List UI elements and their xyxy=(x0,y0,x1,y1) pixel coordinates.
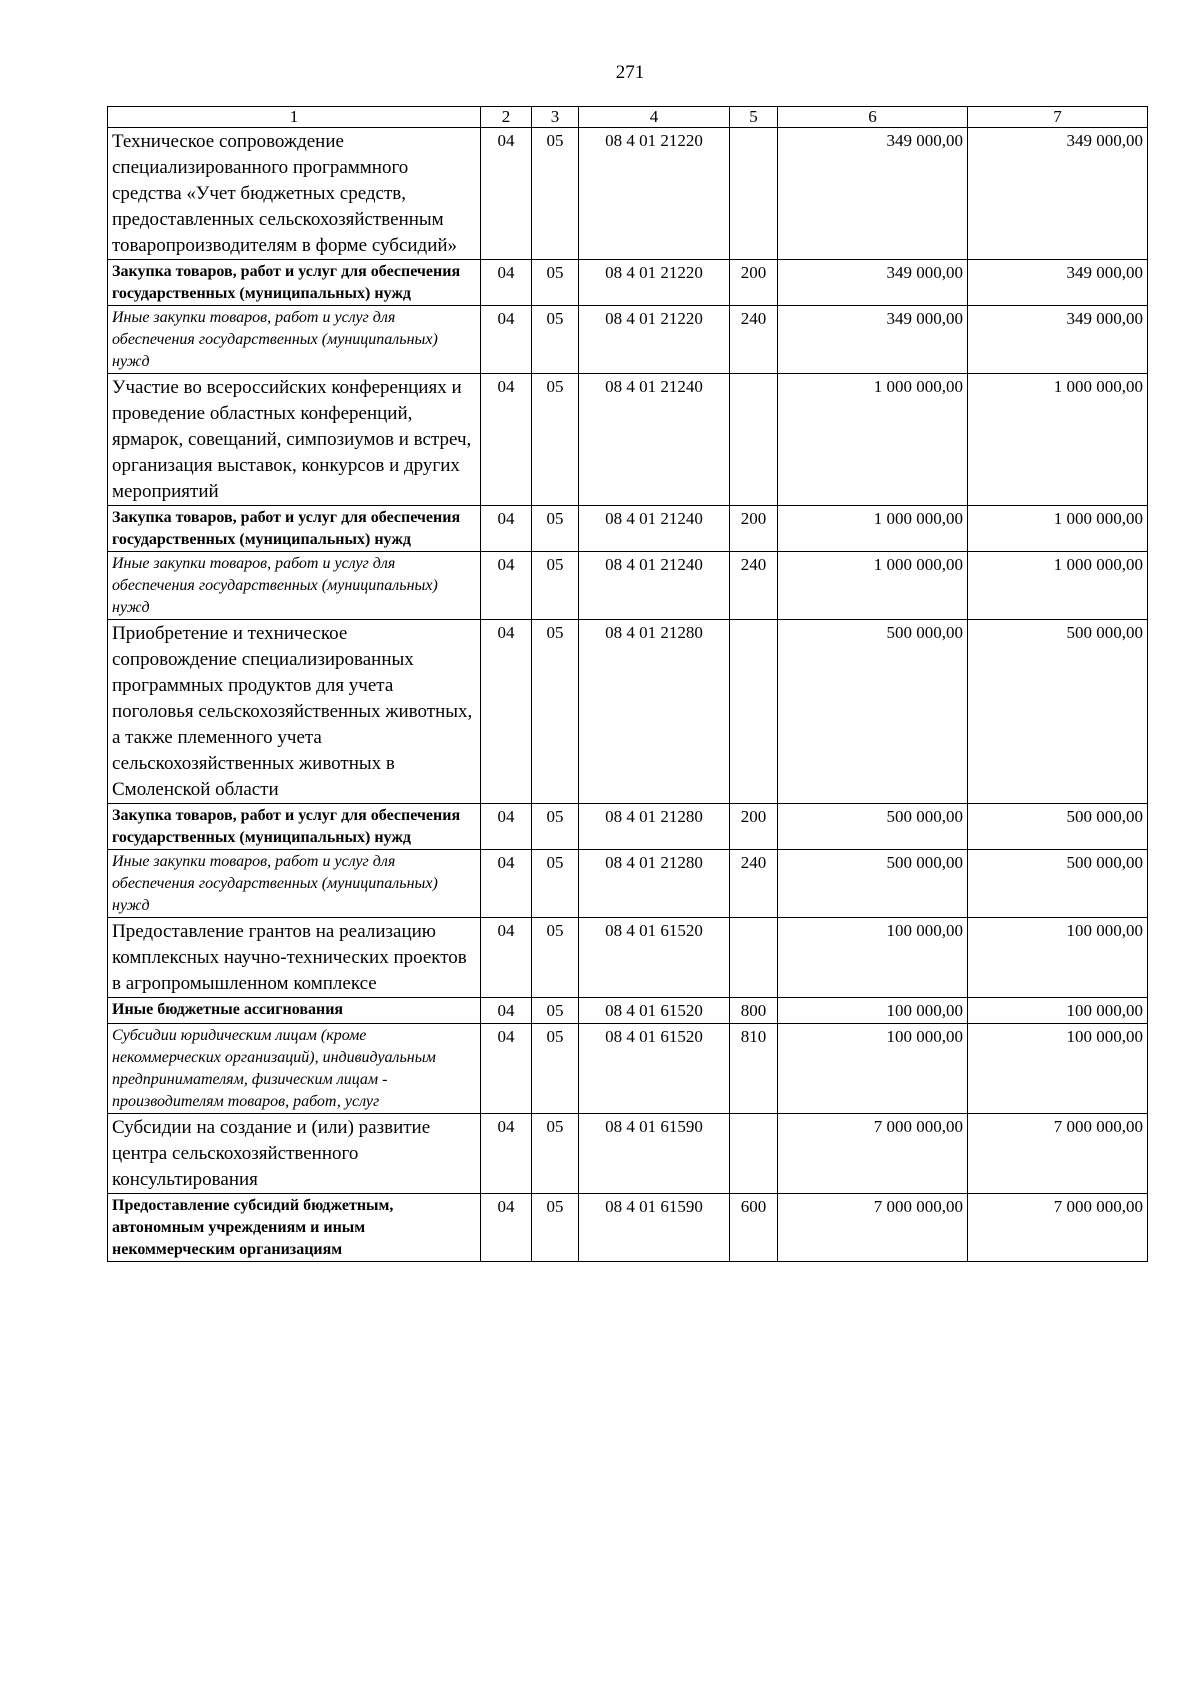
cell-amount-1: 500 000,00 xyxy=(778,620,968,804)
cell-name: Иные закупки товаров, работ и услуг для обеспечения государственных (муниципальных) нужд xyxy=(108,850,481,918)
table-row xyxy=(108,374,1148,506)
cell-name: Закупка товаров, работ и услуг для обеспечения государственных (муниципальных) нужд xyxy=(108,260,481,306)
cell-expense-type: 200 xyxy=(730,506,778,552)
cell-target-code: 08 4 01 61520 xyxy=(579,998,730,1024)
cell-section: 04 xyxy=(481,998,532,1024)
cell-section: 04 xyxy=(481,374,532,506)
cell-amount-1: 349 000,00 xyxy=(778,306,968,374)
column-header-2: 2 xyxy=(481,107,532,128)
column-header-5: 5 xyxy=(730,107,778,128)
cell-name: Субсидии на создание и (или) развитие центра сельскохозяйственного консультирования xyxy=(108,1114,481,1194)
table-row xyxy=(108,1114,1148,1194)
cell-subsection: 05 xyxy=(532,918,579,998)
cell-subsection: 05 xyxy=(532,998,579,1024)
column-header-3: 3 xyxy=(532,107,579,128)
cell-amount-2: 1 000 000,00 xyxy=(968,552,1148,620)
cell-subsection: 05 xyxy=(532,306,579,374)
page-number: 271 xyxy=(615,62,645,83)
cell-expense-type: 800 xyxy=(730,998,778,1024)
table-row xyxy=(108,128,1148,260)
cell-amount-1: 100 000,00 xyxy=(778,1024,968,1114)
cell-expense-type xyxy=(730,620,778,804)
cell-section: 04 xyxy=(481,306,532,374)
cell-name: Закупка товаров, работ и услуг для обеспечения государственных (муниципальных) нужд xyxy=(108,804,481,850)
cell-expense-type: 200 xyxy=(730,260,778,306)
cell-amount-2: 500 000,00 xyxy=(968,804,1148,850)
cell-target-code: 08 4 01 21280 xyxy=(579,620,730,804)
cell-name: Приобретение и техническое сопровождение специализированных программных продуктов для учета поголовья сельскохозяйственных животных, а также племенного учета сельскохозяйственных животных в Смоленской области xyxy=(108,620,481,804)
cell-expense-type: 240 xyxy=(730,306,778,374)
cell-subsection: 05 xyxy=(532,1024,579,1114)
cell-amount-1: 1 000 000,00 xyxy=(778,374,968,506)
table-row xyxy=(108,506,1148,552)
cell-amount-1: 7 000 000,00 xyxy=(778,1194,968,1262)
cell-amount-2: 7 000 000,00 xyxy=(968,1194,1148,1262)
cell-amount-1: 1 000 000,00 xyxy=(778,552,968,620)
cell-subsection: 05 xyxy=(532,552,579,620)
cell-subsection: 05 xyxy=(532,374,579,506)
cell-section: 04 xyxy=(481,918,532,998)
cell-expense-type xyxy=(730,1114,778,1194)
cell-amount-1: 7 000 000,00 xyxy=(778,1114,968,1194)
cell-target-code: 08 4 01 61520 xyxy=(579,1024,730,1114)
cell-section: 04 xyxy=(481,552,532,620)
cell-target-code: 08 4 01 61590 xyxy=(579,1194,730,1262)
cell-section: 04 xyxy=(481,620,532,804)
cell-section: 04 xyxy=(481,1024,532,1114)
cell-name: Участие во всероссийских конференциях и проведение областных конференций, ярмарок, совещаний, симпозиумов и встреч, организация выставок, конкурсов и других мероприятий xyxy=(108,374,481,506)
cell-subsection: 05 xyxy=(532,620,579,804)
column-header-6: 6 xyxy=(778,107,968,128)
cell-amount-2: 349 000,00 xyxy=(968,260,1148,306)
table-row xyxy=(108,620,1148,804)
cell-name: Иные закупки товаров, работ и услуг для обеспечения государственных (муниципальных) нужд xyxy=(108,552,481,620)
cell-subsection: 05 xyxy=(532,1114,579,1194)
cell-amount-2: 349 000,00 xyxy=(968,128,1148,260)
cell-name: Субсидии юридическим лицам (кроме некоммерческих организаций), индивидуальным предпринимателям, физическим лицам - производителям товаров, работ, услуг xyxy=(108,1024,481,1114)
cell-section: 04 xyxy=(481,1194,532,1262)
table-row xyxy=(108,306,1148,374)
budget-table xyxy=(107,106,1148,1262)
table-row xyxy=(108,804,1148,850)
cell-section: 04 xyxy=(481,804,532,850)
cell-expense-type: 200 xyxy=(730,804,778,850)
cell-subsection: 05 xyxy=(532,850,579,918)
cell-expense-type xyxy=(730,374,778,506)
table-row xyxy=(108,850,1148,918)
cell-expense-type: 600 xyxy=(730,1194,778,1262)
cell-amount-1: 100 000,00 xyxy=(778,998,968,1024)
cell-expense-type: 240 xyxy=(730,850,778,918)
column-header-1: 1 xyxy=(108,107,481,128)
table-row xyxy=(108,1194,1148,1262)
cell-name: Предоставление грантов на реализацию комплексных научно-технических проектов в агропромышленном комплексе xyxy=(108,918,481,998)
cell-target-code: 08 4 01 21240 xyxy=(579,552,730,620)
cell-subsection: 05 xyxy=(532,804,579,850)
cell-target-code: 08 4 01 21220 xyxy=(579,260,730,306)
cell-name: Иные закупки товаров, работ и услуг для обеспечения государственных (муниципальных) нужд xyxy=(108,306,481,374)
cell-target-code: 08 4 01 21280 xyxy=(579,850,730,918)
cell-amount-2: 349 000,00 xyxy=(968,306,1148,374)
cell-amount-2: 500 000,00 xyxy=(968,620,1148,804)
cell-amount-2: 500 000,00 xyxy=(968,850,1148,918)
cell-amount-1: 500 000,00 xyxy=(778,850,968,918)
table-row xyxy=(108,918,1148,998)
cell-amount-2: 100 000,00 xyxy=(968,1024,1148,1114)
cell-expense-type: 240 xyxy=(730,552,778,620)
cell-subsection: 05 xyxy=(532,128,579,260)
cell-expense-type: 810 xyxy=(730,1024,778,1114)
cell-target-code: 08 4 01 21240 xyxy=(579,374,730,506)
cell-amount-1: 349 000,00 xyxy=(778,128,968,260)
cell-subsection: 05 xyxy=(532,1194,579,1262)
cell-amount-2: 1 000 000,00 xyxy=(968,506,1148,552)
table-header-row xyxy=(108,107,1148,128)
cell-target-code: 08 4 01 21280 xyxy=(579,804,730,850)
cell-section: 04 xyxy=(481,506,532,552)
table-row xyxy=(108,1024,1148,1114)
cell-section: 04 xyxy=(481,128,532,260)
table-row xyxy=(108,998,1148,1024)
cell-subsection: 05 xyxy=(532,260,579,306)
cell-name: Закупка товаров, работ и услуг для обеспечения государственных (муниципальных) нужд xyxy=(108,506,481,552)
cell-amount-1: 100 000,00 xyxy=(778,918,968,998)
cell-target-code: 08 4 01 61520 xyxy=(579,918,730,998)
cell-subsection: 05 xyxy=(532,506,579,552)
cell-name: Техническое сопровождение специализированного программного средства «Учет бюджетных средств, предоставленных сельскохозяйственным товаропроизводителям в форме субсидий» xyxy=(108,128,481,260)
cell-name: Предоставление субсидий бюджетным, автономным учреждениям и иным некоммерческим организациям xyxy=(108,1194,481,1262)
table-body xyxy=(108,128,1148,1262)
cell-target-code: 08 4 01 21220 xyxy=(579,306,730,374)
cell-section: 04 xyxy=(481,1114,532,1194)
cell-target-code: 08 4 01 21240 xyxy=(579,506,730,552)
table-row xyxy=(108,260,1148,306)
cell-amount-2: 7 000 000,00 xyxy=(968,1114,1148,1194)
cell-amount-2: 100 000,00 xyxy=(968,998,1148,1024)
cell-expense-type xyxy=(730,918,778,998)
cell-amount-1: 500 000,00 xyxy=(778,804,968,850)
cell-name: Иные бюджетные ассигнования xyxy=(108,998,481,1024)
cell-amount-1: 1 000 000,00 xyxy=(778,506,968,552)
cell-amount-2: 100 000,00 xyxy=(968,918,1148,998)
column-header-4: 4 xyxy=(579,107,730,128)
cell-target-code: 08 4 01 61590 xyxy=(579,1114,730,1194)
table-row xyxy=(108,552,1148,620)
cell-amount-2: 1 000 000,00 xyxy=(968,374,1148,506)
cell-expense-type xyxy=(730,128,778,260)
column-header-7: 7 xyxy=(968,107,1148,128)
cell-section: 04 xyxy=(481,850,532,918)
cell-section: 04 xyxy=(481,260,532,306)
cell-amount-1: 349 000,00 xyxy=(778,260,968,306)
cell-target-code: 08 4 01 21220 xyxy=(579,128,730,260)
